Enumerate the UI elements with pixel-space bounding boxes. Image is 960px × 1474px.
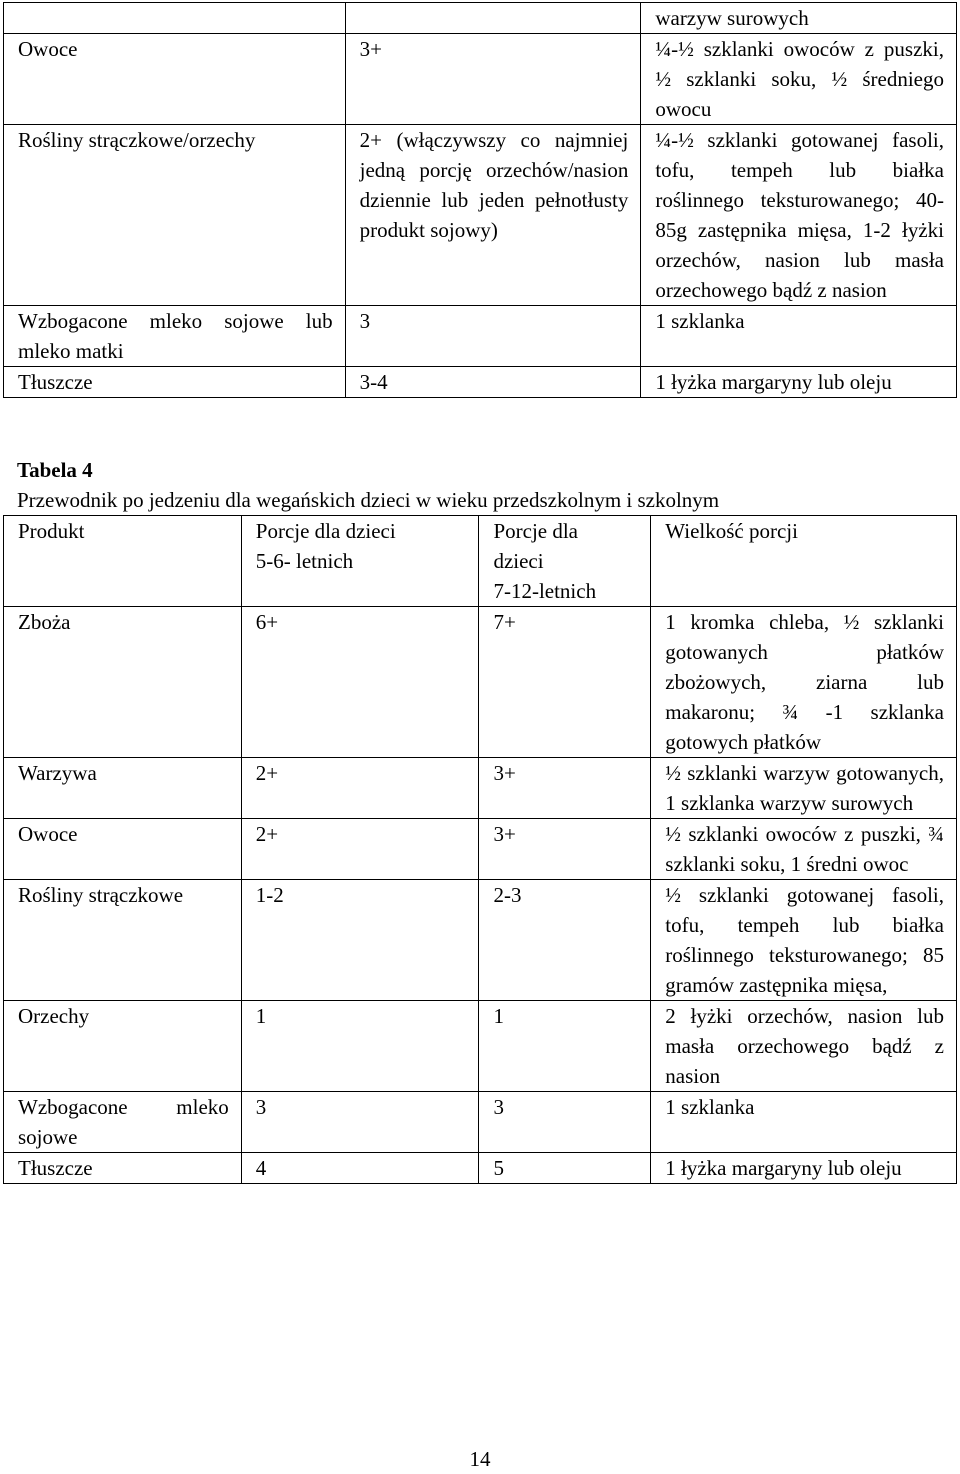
table-cell: Orzechy <box>4 1001 242 1092</box>
children-diet-table <box>3 515 957 1184</box>
table-cell: 2+ (włączywszy co najmniej jedną porcję orzechów/nasion dziennie lub jeden pełnotłusty produkt sojowy) <box>345 125 641 306</box>
table-cell: ½ szklanki warzyw gotowanych, 1 szklanka warzyw surowych <box>651 758 957 819</box>
table-caption: Tabela 4 <box>17 458 93 482</box>
table-cell: 3-4 <box>345 367 641 398</box>
table-cell: 1-2 <box>241 880 479 1001</box>
table-subtitle: Przewodnik po jedzeniu dla wegańskich dzieci w wieku przedszkolnym i szkolnym <box>17 488 720 512</box>
table-row <box>4 3 957 34</box>
table-cell: Zboża <box>4 607 242 758</box>
table-row <box>4 125 957 306</box>
table-cell: 1 szklanka <box>641 306 957 367</box>
table-cell: 1 <box>241 1001 479 1092</box>
table-cell: Owoce <box>4 34 346 125</box>
table-cell: Wzbogacone mleko sojowe lub mleko matki <box>4 306 346 367</box>
table-cell: 1 kromka chleba, ½ szklanki gotowanych płatków zbożowych, ziarna lub makaronu; ¾ -1 szklanka gotowych płatków <box>651 607 957 758</box>
top-diet-table <box>3 2 957 398</box>
table-cell: ¼-½ szklanki owoców z puszki, ½ szklanki soku, ½ średniego owocu <box>641 34 957 125</box>
header-age-5-6-line1: Porcje dla dzieci <box>255 519 396 543</box>
table-cell: 2 łyżki orzechów, nasion lub masła orzechowego bądź z nasion <box>651 1001 957 1092</box>
table-row <box>4 819 957 880</box>
table-cell: 2+ <box>241 819 479 880</box>
table-cell: 2+ <box>241 758 479 819</box>
table-cell: 1 łyżka margaryny lub oleju <box>651 1153 957 1184</box>
table-cell: warzyw surowych <box>641 3 957 34</box>
table-cell: Rośliny strączkowe/orzechy <box>4 125 346 306</box>
page-number: 14 <box>469 1447 491 1471</box>
table-cell: 3+ <box>479 819 651 880</box>
table-cell: 1 <box>479 1001 651 1092</box>
table-row <box>4 34 957 125</box>
table-cell: 6+ <box>241 607 479 758</box>
header-age-7-12-line3: 7-12-letnich <box>493 579 597 603</box>
table-cell: 2-3 <box>479 880 651 1001</box>
table-row <box>4 1153 957 1184</box>
table-cell: 3 <box>241 1092 479 1153</box>
table-cell: ¼-½ szklanki gotowanej fasoli, tofu, tempeh lub białka roślinnego teksturowanego; 40-85g zastępnika mięsa, 1-2 łyżki orzechów, nasion lub masła orzechowego bądź z nasion <box>641 125 957 306</box>
table-cell: 3 <box>479 1092 651 1153</box>
table-row <box>4 367 957 398</box>
table-cell: Tłuszcze <box>4 367 346 398</box>
table-cell: 3 <box>345 306 641 367</box>
header-age-7-12-line2: dzieci <box>493 549 544 573</box>
header-age-7-12 <box>479 516 651 607</box>
table-cell: 7+ <box>479 607 651 758</box>
table-cell: Owoce <box>4 819 242 880</box>
table-row <box>4 1092 957 1153</box>
table-cell: Tłuszcze <box>4 1153 242 1184</box>
table-header-row <box>4 516 957 607</box>
table-cell: ½ szklanki gotowanej fasoli, tofu, tempeh lub białka roślinnego teksturowanego; 85 gramów zastępnika mięsa, <box>651 880 957 1001</box>
table-row <box>4 758 957 819</box>
header-product: Produkt <box>4 516 242 607</box>
table-cell: 5 <box>479 1153 651 1184</box>
table-row <box>4 306 957 367</box>
table-cell: 1 łyżka margaryny lub oleju <box>641 367 957 398</box>
table-row <box>4 1001 957 1092</box>
header-portion-size: Wielkość porcji <box>651 516 957 607</box>
table-cell: 4 <box>241 1153 479 1184</box>
table-row <box>4 607 957 758</box>
table-cell: Wzbogacone mleko sojowe <box>4 1092 242 1153</box>
table-cell <box>4 3 346 34</box>
header-age-7-12-line1: Porcje dla <box>493 519 579 543</box>
table-cell: Rośliny strączkowe <box>4 880 242 1001</box>
table-row <box>4 880 957 1001</box>
table-cell: 3+ <box>345 34 641 125</box>
header-age-5-6-line2: 5-6- letnich <box>255 549 354 573</box>
table-cell: 3+ <box>479 758 651 819</box>
table-cell: ½ szklanki owoców z puszki, ¾ szklanki soku, 1 średni owoc <box>651 819 957 880</box>
table-cell <box>345 3 641 34</box>
table-cell: 1 szklanka <box>651 1092 957 1153</box>
header-age-5-6 <box>241 516 479 607</box>
table-cell: Warzywa <box>4 758 242 819</box>
